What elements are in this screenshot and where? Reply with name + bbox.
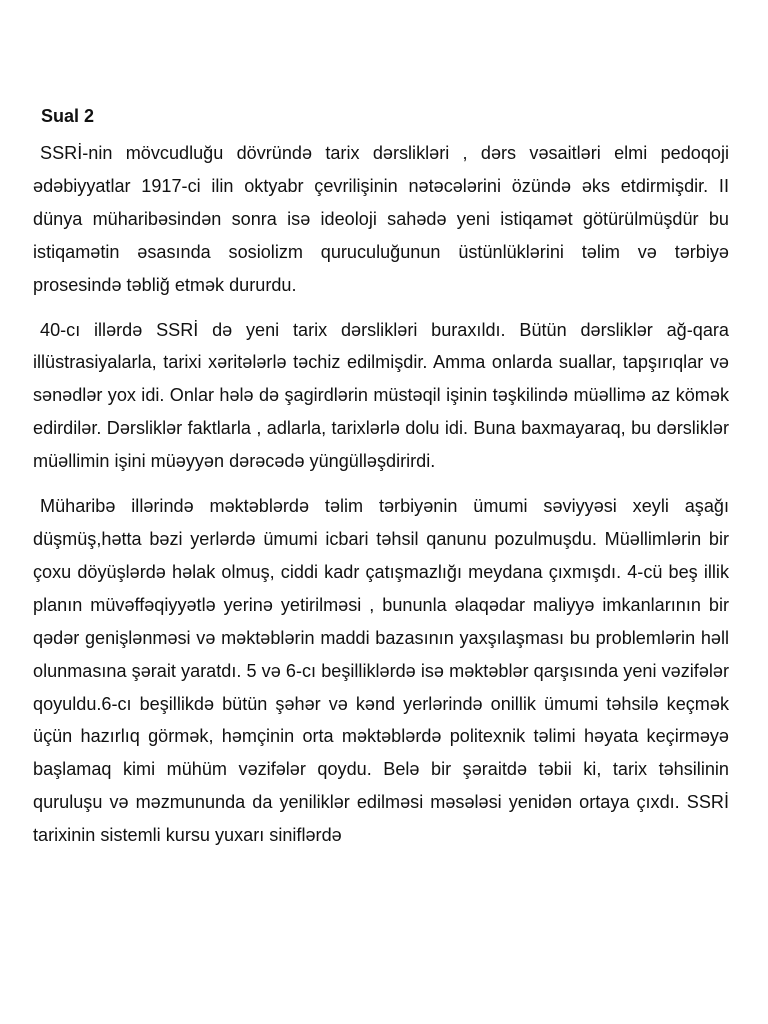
paragraph-2: 40-cı illərdə SSRİ də yeni tarix dərslikləri buraxıldı. Bütün dərsliklər ağ-qara illüstrasiyalarla, tarixi xəritələrlə təchiz edilmişdir. Amma onlarda suallar, tapşırıqlar və sənədlər yox idi. Onlar hələ də şagirdlərin müstəqil işinin təşkilində müəllimə az kömək edirdilər. Dərsliklər faktlarla , adlarla, tarixlərlə dolu idi. Buna baxmayaraq, bu dərsliklər müəllimin işini müəyyən dərəcədə yüngülləşdirirdi.	[33, 319, 729, 472]
document-body	[33, 101, 729, 864]
question-heading: Sual 2	[41, 106, 95, 126]
paragraph-1: SSRİ-nin mövcudluğu dövründə tarix dərslikləri , dərs vəsaitləri elmi pedoqoji ədəbiyyatlar 1917-ci ilin oktyabr çevrilişinin nətəcələrini özündə əks etdirmişdir. II dünya müharibəsindən sonra isə ideoloji sahədə yeni istiqamət götürülmüşdür bu istiqamətin əsasında sosiolizm quruculuğunun üstünlüklərini təlim və tərbiyə prosesində təbliğ etmək dururdu.	[33, 143, 729, 295]
paragraph-3: Müharibə illərində məktəblərdə təlim tərbiyənin ümumi səviyyəsi xeyli aşağı düşmüş,hətta bəzi yerlərdə ümumi icbari təhsil qanunu pozulmuşdu. Müəllimlərin bir çoxu döyüşlərdə həlak olmuş, ciddi kadr çatışmazlığı meydana çıxmışdı. 4-cü beş illik planın müvəffəqiyyətlə yerinə yetirilməsi , bununla əlaqədar maliyyə imkanlarının bir qədər genişlənməsi və məktəblərin maddi bazasının yaxşılaşması bu problemlərin həll olunmasına şərait yaratdı. 5 və 6-cı beşilliklərdə isə məktəblər qarşısında yeni vəzifələr qoyuldu.6-cı beşillikdə bütün şəhər və kənd yerlərində onillik ümumi təhsilə keçmək üçün hazırlıq görmək, həmçinin orta məktəblərdə politexnik təlimi həyata keçirməyə başlamaq kimi mühüm vəzifələr qoydu. Belə bir şəraitdə təbii ki, tarix təhsilinin quruluşu və məzmununda da yeniliklər edilməsi məsələsi yenidən ortaya çıxdı. SSRİ tarixinin sistemli kursu yuxarı siniflərdə	[33, 496, 729, 846]
